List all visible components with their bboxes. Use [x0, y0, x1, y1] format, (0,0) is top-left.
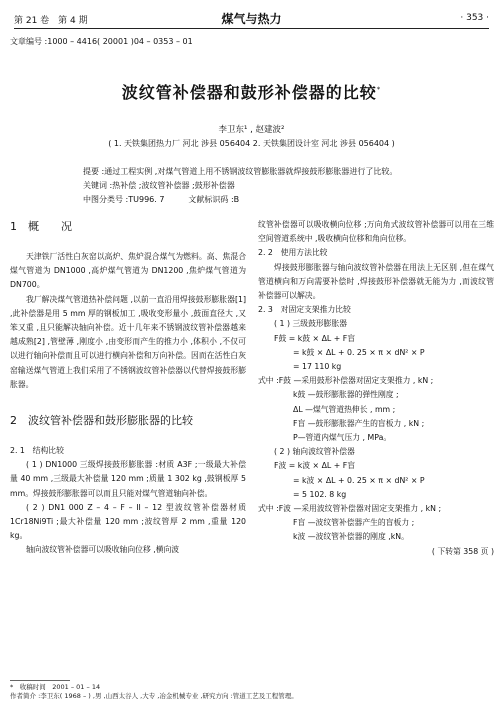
author-bio: 作者简介 :李卫东( 1968 – ) ,男 ,山西太谷人 ,大专 ,冶金机械专业 ,研究方向 :管道工艺及工程管理。: [10, 692, 298, 700]
page-number: · 353 ·: [460, 13, 489, 23]
section-2-heading: 2 波纹管补偿器和鼓形膨胀器的比较: [10, 414, 193, 428]
header-rule: [14, 28, 489, 29]
definition: F盲 —鼓形膨胀器产生的盲板力 , kN ;: [293, 418, 425, 428]
classification: 中图分类号 :TU996. 7 文献标识码 :B: [83, 195, 240, 204]
article-title: [0, 80, 503, 103]
formula-line: = k波 × ΔL + 0. 25 × π × dN² × P: [293, 475, 425, 485]
paragraph: 轴向波纹管补偿器可以吸收轴向位移 ,横向波: [26, 545, 180, 555]
abstract: [83, 165, 463, 207]
authors: 李卫东¹ , 赵建波²: [218, 125, 285, 135]
abstract-summary: 提要 :通过工程实例 ,对煤气管道上用不锈钢波纹管膨胀器就焊接鼓形膨胀器进行了比较。: [83, 167, 398, 176]
keywords: 关键词 :热补偿 ;波纹管补偿器 ;鼓形补偿器: [83, 181, 235, 190]
definition: P—管道内煤气压力 , MPa。: [293, 433, 392, 443]
affiliation: ( 1. 天铁集团热力厂 河北 涉县 056404 2. 天铁集团设计室 河北 涉县 056404 ): [108, 139, 395, 148]
formula-line: = 17 110 kg: [293, 362, 342, 372]
received-date: * 收稿时间 2001 – 01 – 14: [10, 683, 101, 691]
paragraph: 焊接鼓形膨胀器与轴向波纹管补偿器在用法上无区别 ,但在煤气管道横向和万向需要补偿时 ,焊接鼓形补偿器就无能为力 ,而波纹管补偿器可以解决。: [258, 262, 494, 301]
subsection-2-1-heading: 2. 1 结构比较: [10, 446, 64, 456]
section-1-heading: 1 概 况: [10, 220, 72, 233]
article-number: 文章编号 :1000 – 4416( 20001 )04 – 0353 – 01: [10, 37, 193, 46]
formula-line: = k鼓 × ΔL + 0. 25 × π × dN² × P: [293, 347, 425, 357]
footnote: [10, 683, 298, 701]
paragraph: ( 1 ) DN1000 三级焊接鼓形膨胀器 :材质 A3F ;一级最大补偿量 40 mm ,三级最大补偿量 120 mm ;质量 1 302 kg ,鼓钢板厚 5 mm。焊接鼓形膨胀器可以而且只能对煤气管道轴向补偿。: [10, 460, 246, 498]
paragraph: 天津铁厂活性白灰窑以高炉、焦炉混合煤气为燃料。高、焦混合煤气管道为 DN1000 ,高炉煤气管道为 DN1200 ,焦炉煤气管道为 DN700。: [10, 252, 246, 290]
definition: k鼓 —鼓形膨胀器的弹性刚度 ;: [293, 390, 399, 400]
right-column: [258, 218, 494, 559]
definition: 式中 :F波 —采用波纹管补偿器对固定支架推力 , kN ;: [258, 504, 442, 514]
continued-note: ( 下转第 358 页 ): [431, 546, 494, 556]
list-item: ( 1 ) 三级鼓形膨胀器: [274, 319, 348, 329]
paragraph: ( 2 ) DN1 000 Z – 4 – F – II – 12 型波纹管补偿器材质 1Cr18Ni9Ti ;最大补偿量 120 mm ;波纹管厚 2 mm ,重量 120 kg。: [10, 502, 246, 541]
paragraph: 我厂解决煤气管道热补偿问题 ,以前一直沿用焊接鼓形膨胀器[1] ,此补偿器是用 5 mm 厚的钢板加工 ,吸收变形量小 ,鼓面直径大 ,又笨又重 ,且只能解决轴向补偿。近十几年来不锈钢波纹管补偿器越来越成熟[2] ,管壁薄 ,刚度小 ,由变形而产生的推力小 ,体积小 ,不仅可以进行轴向补偿而且可以进行横向补偿和万向补偿。因而在活性白灰窑输送煤气管道上我们采用了不锈钢波纹管补偿器以代替焊接鼓形膨胀器。: [10, 294, 246, 389]
formula-line: F波 = k波 × ΔL + F盲: [274, 461, 356, 471]
definition: ΔL —煤气管道热伸长 , mm ;: [293, 404, 396, 414]
volume-issue: 第 21 卷 第 4 期: [14, 16, 88, 26]
formula-line: = 5 102. 8 kg: [293, 489, 347, 499]
title-footnote-mark: *: [376, 85, 382, 94]
subsection-2-2-heading: 2. 2 使用方法比较: [258, 248, 328, 258]
formula-line: F鼓 = k鼓 × ΔL + F盲: [274, 333, 356, 343]
page-header: [14, 10, 489, 24]
list-item: ( 2 ) 轴向波纹管补偿器: [274, 447, 355, 457]
definition: F盲 —波纹管补偿器产生的盲板力 ;: [293, 518, 415, 528]
journal-name: 煤气与热力: [221, 12, 282, 26]
definition: 式中 :F鼓 —采用鼓形补偿器对固定支架推力 , kN ;: [258, 376, 434, 386]
title-text: 波纹管补偿器和鼓形补偿器的比较: [121, 83, 377, 102]
footnote-rule: [10, 680, 70, 681]
paragraph: 纹管补偿器可以吸收横向位移 ;万向角式波纹管补偿器可以用在三维空间管道系统中 ,吸收横向位移和角向位移。: [258, 220, 494, 244]
subsection-2-3-heading: 2. 3 对固定支架推力比较: [258, 305, 351, 315]
left-column: [10, 218, 246, 558]
definition: k波 —波纹管补偿器的刚度 ,kN。: [293, 532, 409, 542]
